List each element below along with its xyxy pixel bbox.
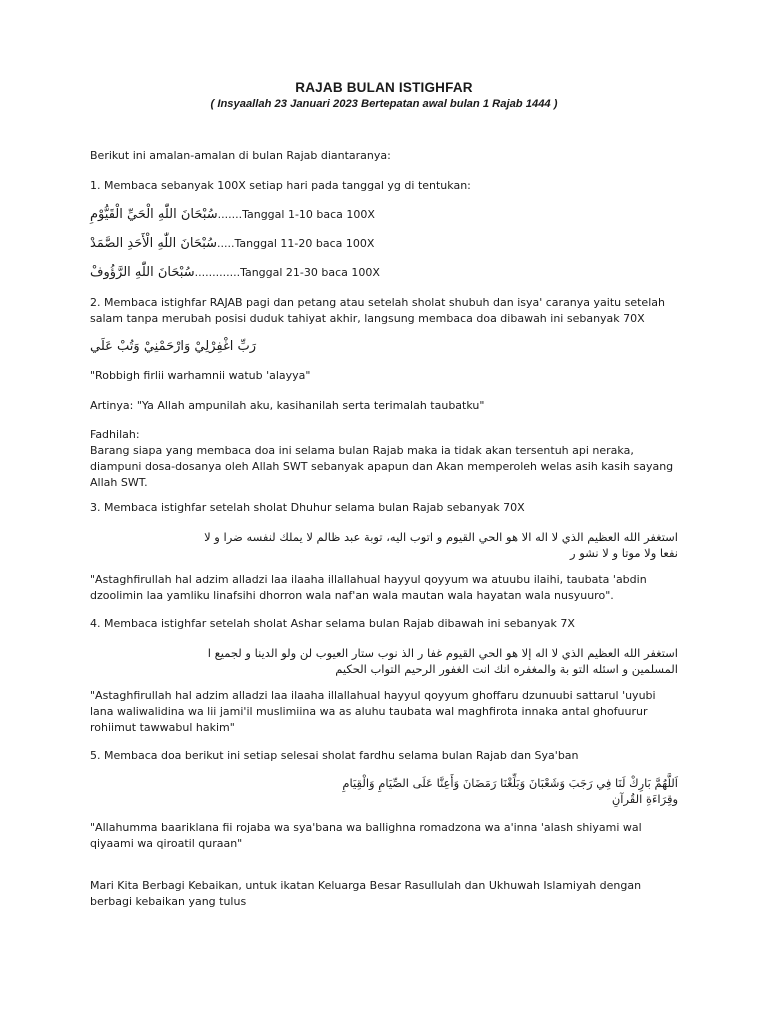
item2-arabic-text: رَبِّ اغْفِرْلِيْ وَارْحَمْنِيْ وَتُبْ عَلَي (90, 339, 257, 354)
item1-line-2-arabic: سُبْحَانَ اللّٰهِ الْأَحَدِ الصَّمَدْ (90, 236, 218, 251)
document-title: RAJAB BULAN ISTIGHFAR (295, 80, 473, 95)
item1-line-1-suffix: .......Tanggal 1-10 baca 100X (217, 208, 375, 221)
item1-line-3 (90, 265, 678, 281)
item4-arabic-line-1: استغفر الله العظيم الذي لا اله إلا هو الحي القيوم غفا ر الذ نوب ستار العيوب لن ولو الدينا و لجميع ا (207, 646, 678, 660)
item4-arabic-line-2: المسلمين و اسئله التو بة والمغفره انك انت الغفور الرحيم التواب الحكيم (335, 662, 678, 676)
item5-arabic (90, 775, 678, 807)
item2-meaning: Artinya: "Ya Allah ampunilah aku, kasihanilah serta terimalah taubatku" (90, 399, 485, 412)
item2-arabic (90, 339, 678, 355)
item5-latin (90, 820, 678, 852)
closing-line-2: berbagi kebaikan yang tulus (90, 895, 247, 908)
item4-latin (90, 688, 678, 736)
item2-fadhilah (90, 427, 678, 491)
item3-latin-line-1: "Astaghfirullah hal adzim alladzi laa ilaaha illallahual hayyul qoyyum wa atuubu ilaihi, taubata 'abdin (90, 573, 647, 586)
item3-latin-line-2: dzoolimin laa yamliku linafsihi dhorron wala naf'an wala mautan wala hayatan wala nusyuuro". (90, 589, 614, 602)
item4-latin-line-2: lana waliwalidina wa lii jami'il muslimiina wa as aluhu taubata wal maghfirota innaka antal ghofuurur (90, 705, 648, 718)
item1-line-3-suffix: .............Tanggal 21-30 baca 100X (194, 266, 380, 279)
document-subtitle: ( Insyaallah 23 Januari 2023 Bertepatan awal bulan 1 Rajab 1444 ) (210, 98, 558, 110)
item5-arabic-line-1: اَللَّهُمَّ بَارِكْ لَنَا فِي رَجَبَ وَشَعْبَانَ وَبَلِّغْنَا رَمَضَانَ وَأَعِنَّا عَلَى الصِّيَامِ وَالْقِيَامِ (342, 776, 678, 790)
item4-latin-line-3: rohiimut tawwabul hakim" (90, 721, 235, 734)
item1-line-1-arabic: سُبْحَانَ اللّٰهِ الْحَيِّ الْقَيُّوْمِ (90, 207, 218, 222)
item1-line-2 (90, 236, 678, 252)
item4-latin-line-1: "Astaghfirullah hal adzim alladzi laa ilaaha illallahual hayyul qoyyum ghoffaru dzunuubi sattarul 'uyubi (90, 689, 656, 702)
item3-latin (90, 572, 678, 604)
fadhilah-label: Fadhilah: (90, 428, 140, 441)
document-page (90, 0, 678, 1024)
fadhilah-line-2: diampuni dosa-dosanya oleh Allah SWT sebanyak apapun dan Akan memperoleh welas asih kasih sayang (90, 460, 674, 473)
fadhilah-line-3: Allah SWT. (90, 476, 148, 489)
fadhilah-line-1: Barang siapa yang membaca doa ini selama bulan Rajab maka ia tidak akan tersentuh api neraka, (90, 444, 634, 457)
item4-heading: 4. Membaca istighfar setelah sholat Ashar selama bulan Rajab dibawah ini sebanyak 7X (90, 617, 575, 630)
closing-text (90, 878, 678, 910)
item1-line-2-suffix: .....Tanggal 11-20 baca 100X (217, 237, 375, 250)
item2-text (90, 295, 678, 327)
item3-arabic (90, 529, 678, 561)
closing-line-1: Mari Kita Berbagi Kebaikan, untuk ikatan Keluarga Besar Rasullulah dan Ukhuwah Islamiyah dengan (90, 879, 642, 892)
item1-line-1 (90, 207, 678, 223)
item1-line-3-arabic: سُبْحَانَ اللّٰهِ الرَّؤُوفْ (90, 265, 195, 280)
intro-text: Berikut ini amalan-amalan di bulan Rajab diantaranya: (90, 149, 391, 162)
item3-arabic-line-2: نفعا ولا موتا و لا نشو ر (570, 546, 678, 560)
item5-latin-line-1: "Allahumma baariklana fii rojaba wa sya'bana wa ballighna romadzona wa a'inna 'alash shiyami wal (90, 821, 642, 834)
item5-heading: 5. Membaca doa berikut ini setiap selesai sholat fardhu selama bulan Rajab dan Sya'ban (90, 749, 579, 762)
item5-latin-line-2: qiyaami wa qiroatil quraan" (90, 837, 243, 850)
item3-heading: 3. Membaca istighfar setelah sholat Dhuhur selama bulan Rajab sebanyak 70X (90, 501, 525, 514)
item3-arabic-line-1: استغفر الله العظيم الذي لا اله الا هو الحي القيوم و اتوب اليه، توبة عبد ظالم لا يملك لنفسه ضرا و لا (204, 530, 678, 544)
item2-text-line-2: salam tanpa merubah posisi duduk tahiyat akhir, langsung membaca doa dibawah ini sebanyak 70X (90, 312, 645, 325)
item2-text-line-1: 2. Membaca istighfar RAJAB pagi dan petang atau setelah sholat shubuh dan isya' caranya yaitu setelah (90, 296, 665, 309)
item5-arabic-line-2: وقِرَاءَةِ القُرآنِ (611, 792, 678, 806)
item4-arabic (90, 645, 678, 677)
item1-heading: 1. Membaca sebanyak 100X setiap hari pada tanggal yg di tentukan: (90, 179, 471, 192)
item2-latin: "Robbigh firlii warhamnii watub 'alayya" (90, 369, 311, 382)
